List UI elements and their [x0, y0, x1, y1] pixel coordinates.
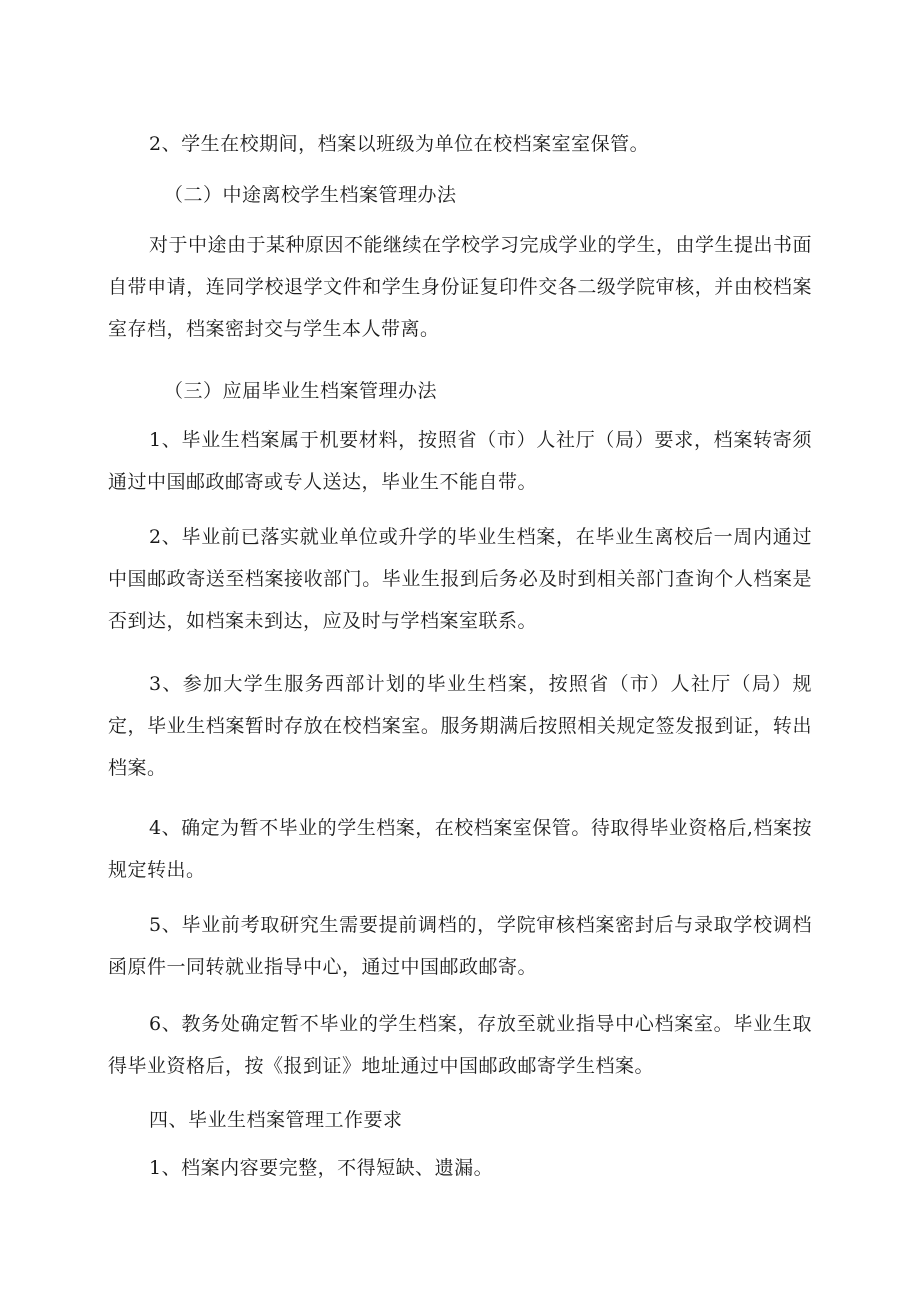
- section-heading-3: （三）应届毕业生档案管理办法: [164, 380, 438, 402]
- paragraph-6: 2、毕业前已落实就业单位或升学的毕业生档案，在毕业生离校后一周内通过中国邮政寄送至档案接收部门。毕业生报到后务必及时到相关部门查询个人档案是否到达，如档案未到达，应及时与学档案室联系。: [108, 526, 812, 632]
- paragraph-8: 4、确定为暂不毕业的学生档案，在校档案室保管。待取得毕业资格后,档案按规定转出。: [108, 817, 812, 881]
- paragraph-9: 5、毕业前考取研究生需要提前调档的，学院审核档案密封后与录取学校调档函原件一同转就业指导中心，通过中国邮政邮寄。: [108, 914, 812, 978]
- paragraph-3: 对于中途由于某种原因不能继续在学校学习完成学业的学生，由学生提出书面自带申请，连同学校退学文件和学生身份证复印件交各二级学院审核，并由校档案室存档，档案密封交与学生本人带离。: [108, 234, 813, 340]
- paragraph-7: 3、参加大学生服务西部计划的毕业生档案，按照省（市）人社厅（局）规定，毕业生档案暂时存放在校档案室。服务期满后按照相关规定签发报到证，转出档案。: [108, 673, 812, 779]
- paragraph-5: 1、毕业生档案属于机要材料，按照省（市）人社厅（局）要求，档案转寄须通过中国邮政邮寄或专人送达，毕业生不能自带。: [108, 429, 812, 493]
- paragraph-12: 1、档案内容要完整，不得短缺、遗漏。: [149, 1157, 494, 1179]
- paragraph-10: 6、教务处确定暂不毕业的学生档案，存放至就业指导中心档案室。毕业生取得毕业资格后，按《报到证》地址通过中国邮政邮寄学生档案。: [108, 1013, 812, 1077]
- section-heading-4: 四、毕业生档案管理工作要求: [149, 1109, 403, 1131]
- section-heading-2: （二）中途离校学生档案管理办法: [164, 184, 457, 206]
- paragraph-1: 2、学生在校期间，档案以班级为单位在校档案室室保管。: [149, 133, 650, 155]
